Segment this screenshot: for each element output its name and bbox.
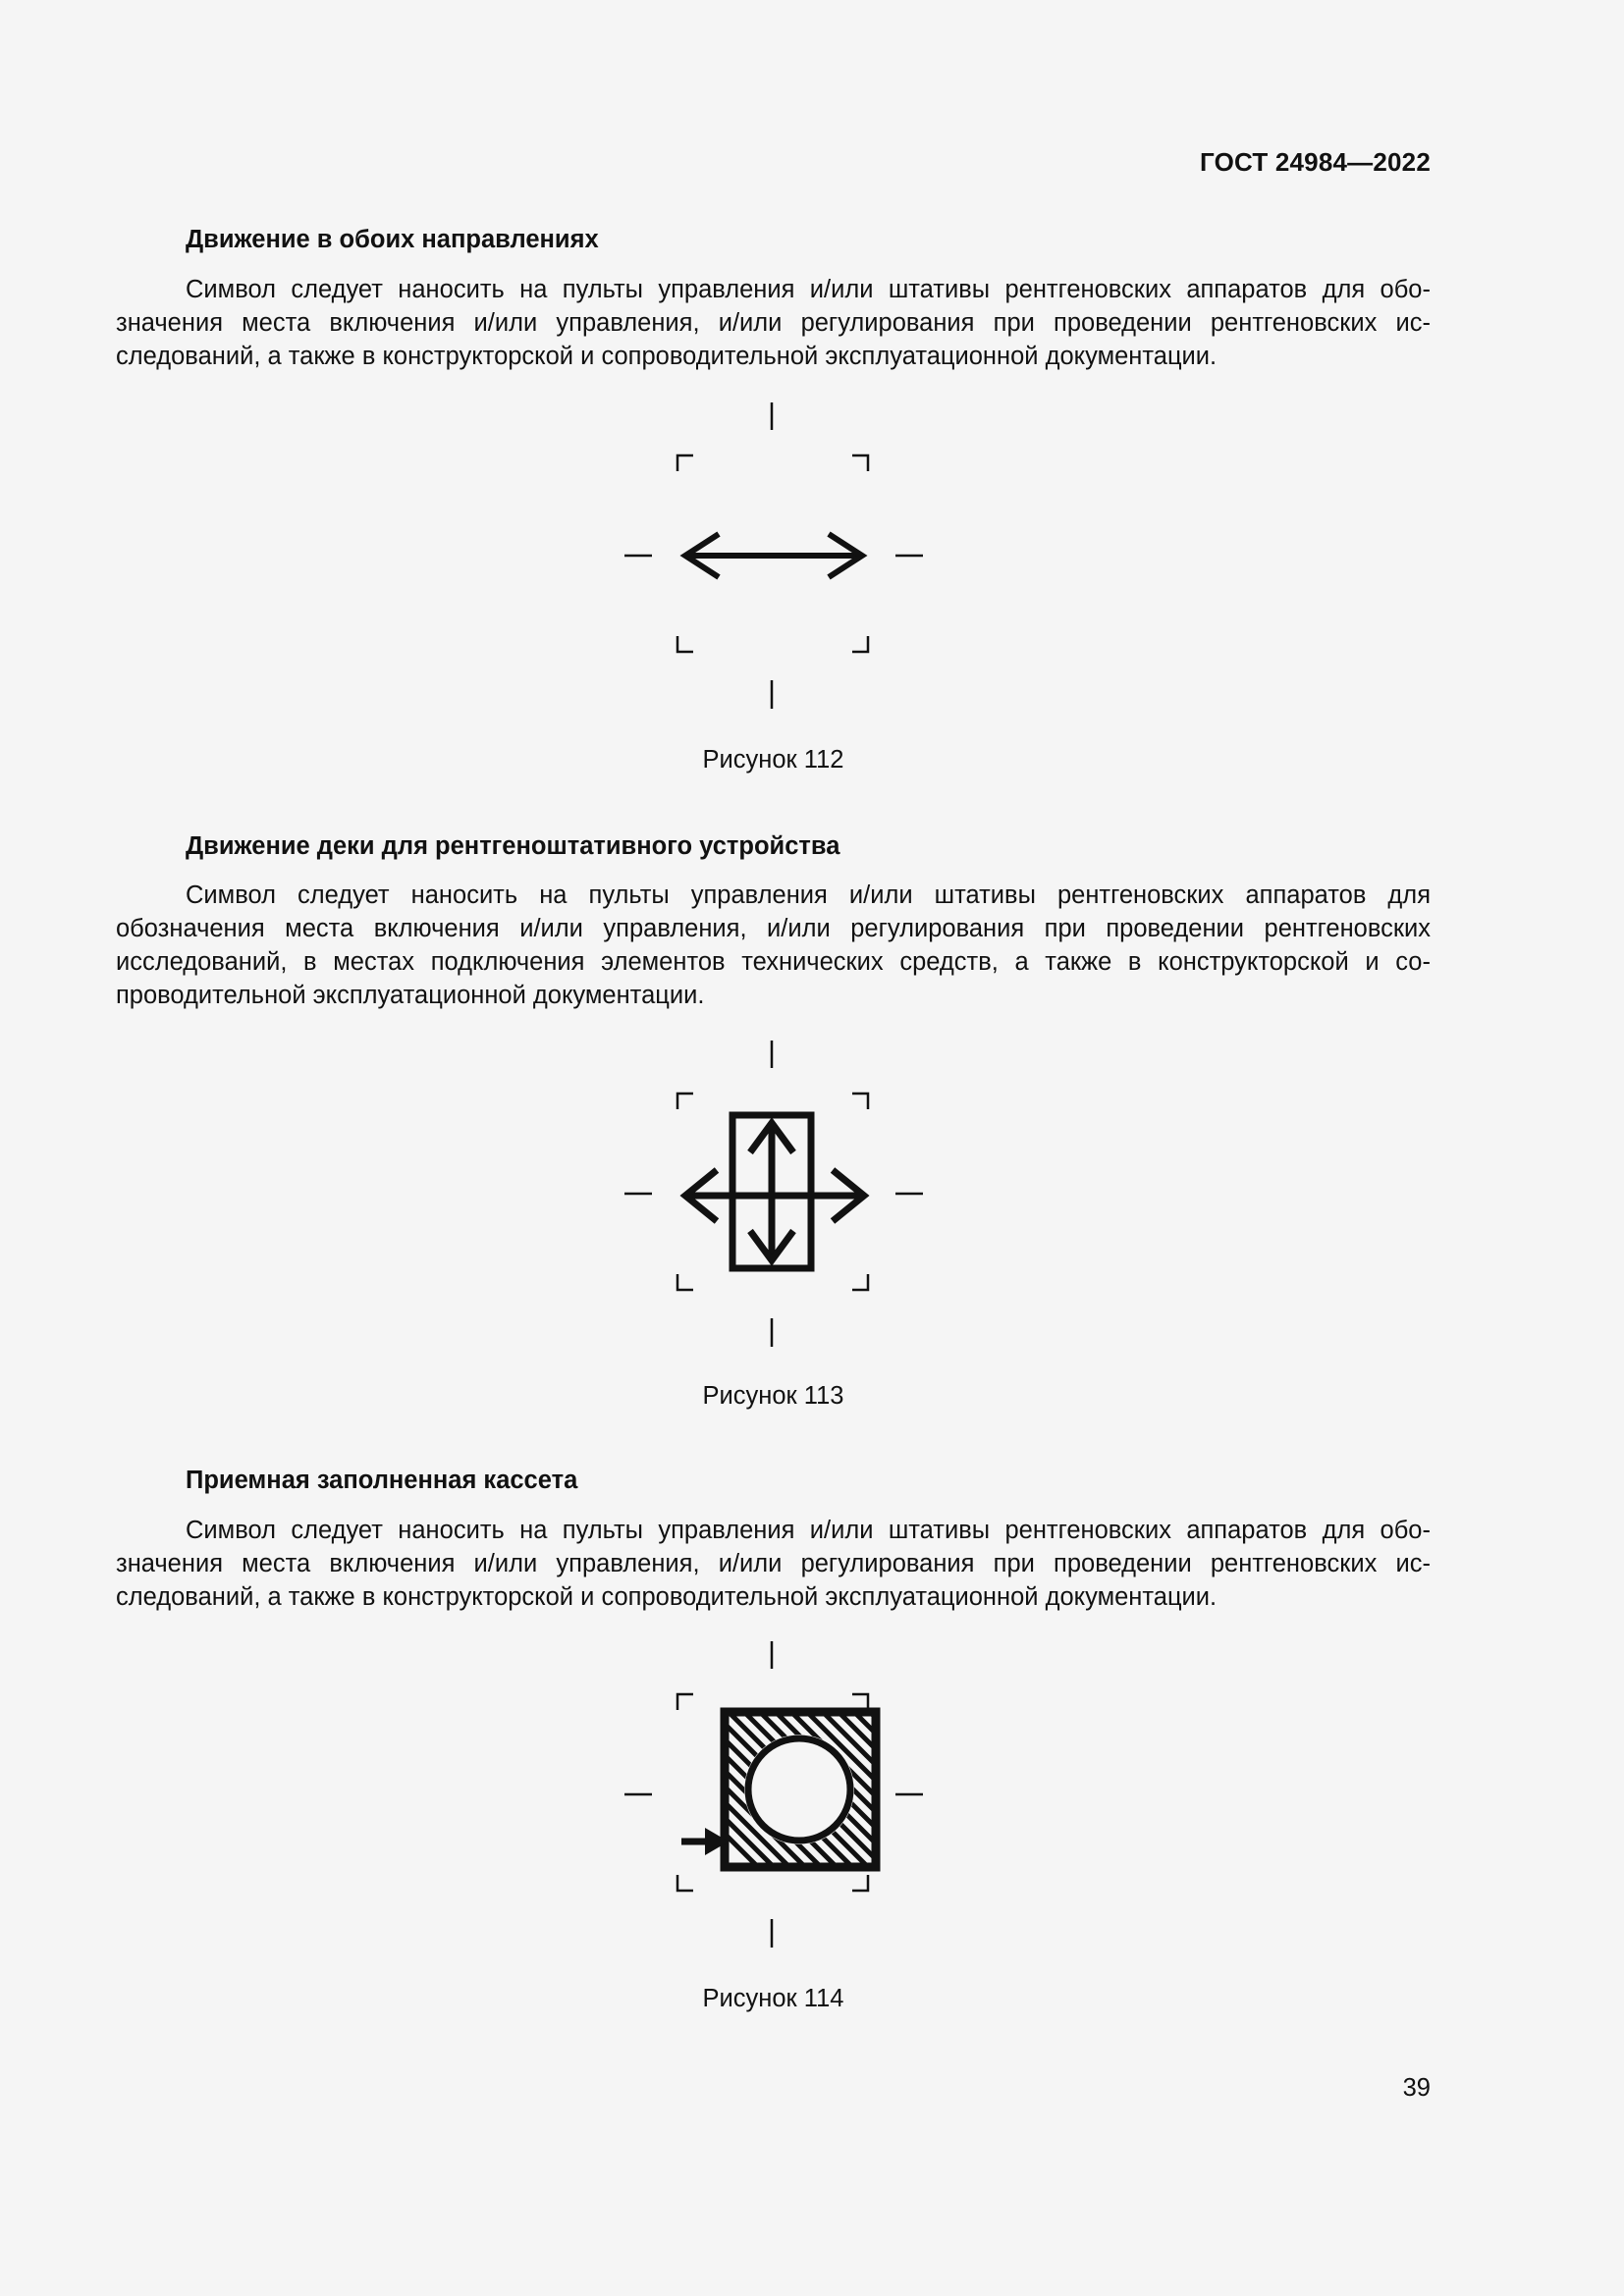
figure-114 [607, 1629, 941, 1963]
figure-caption: Рисунок 114 [702, 1985, 844, 2012]
figure-112 [607, 391, 941, 724]
standard-designation: ГОСТ 24984—2022 [1200, 147, 1431, 177]
figure-caption: Рисунок 112 [702, 746, 844, 774]
section-heading: Движение в обоих направлениях [186, 226, 599, 253]
figure-caption: Рисунок 113 [702, 1382, 844, 1410]
figure-113 [607, 1029, 941, 1362]
loaded-cassette-icon [607, 1629, 941, 1963]
section-paragraph: Символ следует наносить на пульты управления и/или штативы рентгеновских аппаратов для обозначения места включения и/или управления, и/или регулирования при проведении рентгеновских исследований, а также в конструкторской и сопроводительной эксплуатационной документации. [116, 1517, 1431, 1611]
section-heading: Приемная заполненная кассета [186, 1467, 578, 1494]
section-paragraph: Символ следует наносить на пульты управления и/или штативы рентгеновских аппаратов для обозначения места включения и/или управления, и/или регулирования при проведении рентгеновских исследований, в местах подключения элементов технических средств, а также в конструкторской и сопроводительной эксплуатационной документации. [116, 881, 1431, 1009]
double-arrow-horizontal-icon [607, 391, 941, 724]
page-number: 39 [1402, 2074, 1431, 2102]
section-paragraph: Символ следует наносить на пульты управления и/или штативы рентгеновских аппаратов для обозначения места включения и/или управления, и/или регулирования при проведении рентгеновских исследований, а также в конструкторской и сопроводительной эксплуатационной документации. [116, 276, 1431, 370]
section-heading: Движение деки для рентгенoштативного устройства [186, 832, 840, 860]
table-movement-icon [607, 1029, 941, 1362]
